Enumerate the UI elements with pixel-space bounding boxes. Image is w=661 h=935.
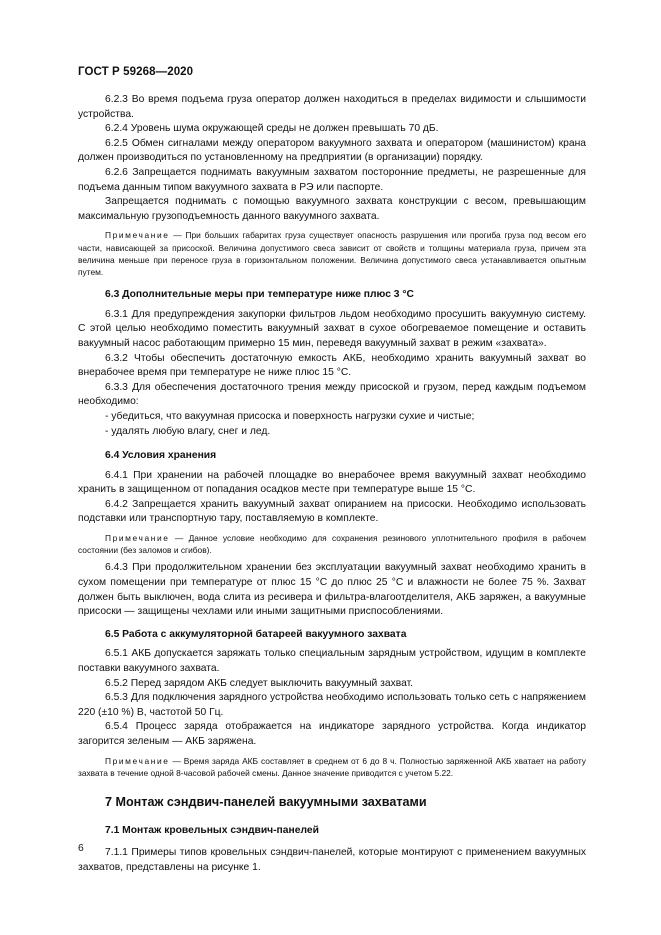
paragraph-6-2-6-continued: Запрещается поднимать с помощью вакуумного захвата конструкции с весом, превышающим максимальную грузоподъемность данного вакуумного захвата. bbox=[78, 196, 586, 222]
paragraph-6-5-2: 6.5.2 Перед зарядом АКБ следует выключить вакуумный захват. bbox=[105, 677, 414, 689]
paragraph-6-2-4: 6.2.4 Уровень шума окружающей среды не должен превышать 70 дБ. bbox=[105, 123, 439, 135]
note-label: Примечание bbox=[105, 533, 170, 544]
paragraph-6-5-3: 6.5.3 Для подключения зарядного устройства необходимо использовать только сеть с напряжением 220 (±10 %) В, частотой 50 Гц. bbox=[78, 692, 586, 718]
paragraph-6-3-2: 6.3.2 Чтобы обеспечить достаточную емкость АКБ, необходимо хранить вакуумный захват во внерабочее время при температуре не ниже плюс 15 °С. bbox=[78, 352, 586, 379]
standard-header: ГОСТ Р 59268—2020 bbox=[78, 66, 194, 78]
note-storage bbox=[78, 532, 586, 556]
paragraph-6-2-5: 6.2.5 Обмен сигналами между оператором вакуумного захвата и оператором (машинистом) крана должен производиться по установленному на предприятии (в организации) порядку. bbox=[78, 137, 586, 164]
note-text: — Данное условие необходимо для сохранения резинового уплотнительного профиля в рабочем состоянии (без заломов и сгибов). bbox=[78, 533, 586, 556]
note-text: — Время заряда АКБ составляет в среднем от 6 до 8 ч. Полностью заряженной АКБ хватает на работу захвата в течение одной 8-часовой рабочей смены. Данное значение приводится с учетом 5.22. bbox=[78, 755, 586, 778]
paragraph-6-3-1: 6.3.1 Для предупреждения закупорки фильтров льдом необходимо просушить вакуумную систему. С этой целью необходимо поместить вакуумный захват в сухое обогреваемое помещение и оставить вакуумный насос работающим примерно 15 мин, переведя вакуумный захват в режим «захвата». bbox=[78, 308, 586, 349]
note-overhang bbox=[78, 229, 586, 278]
section-heading-7-1: 7.1 Монтаж кровельных сэндвич-панелей bbox=[105, 824, 319, 836]
note-label: Примечание bbox=[105, 230, 170, 241]
paragraph-6-3-3: 6.3.3 Для обеспечения достаточного трения между присоской и грузом, перед каждым подъемом необходимо: bbox=[78, 381, 586, 408]
note-charging bbox=[78, 755, 586, 779]
page-body bbox=[78, 93, 586, 875]
chapter-heading-7: 7 Монтаж сэндвич-панелей вакуумными захватами bbox=[105, 795, 427, 809]
section-heading-6-5: 6.5 Работа с аккумуляторной батареей вакуумного захвата bbox=[105, 628, 407, 640]
paragraph-6-5-4: 6.5.4 Процесс заряда отображается на индикаторе зарядного устройства. Когда индикатор загорится зеленым — АКБ заряжена. bbox=[78, 721, 586, 747]
section-heading-6-3: 6.3 Дополнительные меры при температуре ниже плюс 3 °С bbox=[105, 289, 414, 301]
note-text: — При больших габаритах груза существует опасность разрушения или прогиба груза под весом его части, нависающей за присоской. Величина допустимого свеса зависит от свойств и толщины материала груза, причем эта величина меньше при переносе груза в горизонтальном положении. Величина допустимого свеса устанавливается опытным путем. bbox=[78, 230, 586, 277]
section-heading-6-4: 6.4 Условия хранения bbox=[105, 450, 217, 462]
list-item: - удалять любую влагу, снег и лед. bbox=[105, 425, 271, 437]
paragraph-6-5-1: 6.5.1 АКБ допускается заряжать только специальным зарядным устройством, идущим в комплекте поставки вакуумного захвата. bbox=[78, 648, 586, 675]
page-number: 6 bbox=[78, 843, 84, 854]
paragraph-6-4-3: 6.4.3 При продолжительном хранении без эксплуатации вакуумный захват необходимо хранить в сухом помещении при температуре от плюс 15 °С до плюс 25 °С и влажности не более 75 %. Захват должен быть выключен, вода слита из ресивера и фильтра-влагоотделителя, АКБ заряжен, а вакуумные присоски — защищены чехлами или иными защитными приспособлениями. bbox=[78, 562, 586, 618]
list-item: - убедиться, что вакуумная присоска и поверхность нагрузки сухие и чистые; bbox=[105, 410, 475, 422]
paragraph-6-2-3: 6.2.3 Во время подъема груза оператор должен находиться в пределах видимости и слышимости устройства. bbox=[78, 94, 586, 120]
note-label: Примечание bbox=[105, 755, 170, 766]
paragraph-6-4-2: 6.4.2 Запрещается хранить вакуумный захват опиранием на присоски. Необходимо использовать подставки или транспортную тару, поставляемую в комплекте. bbox=[78, 498, 586, 525]
paragraph-6-2-6: 6.2.6 Запрещается поднимать вакуумным захватом посторонние предметы, не разрешенные для подъема данным типом вакуумного захвата в РЭ или паспорте. bbox=[78, 166, 586, 193]
paragraph-7-1-1: 7.1.1 Примеры типов кровельных сэндвич-панелей, которые монтируют с применением вакуумных захватов, представлены на рисунке 1. bbox=[78, 847, 586, 873]
paragraph-6-4-1: 6.4.1 При хранении на рабочей площадке во внерабочее время вакуумный захват необходимо хранить в защищенном от попадания осадков месте при температуре выше 15 °С. bbox=[78, 469, 586, 496]
